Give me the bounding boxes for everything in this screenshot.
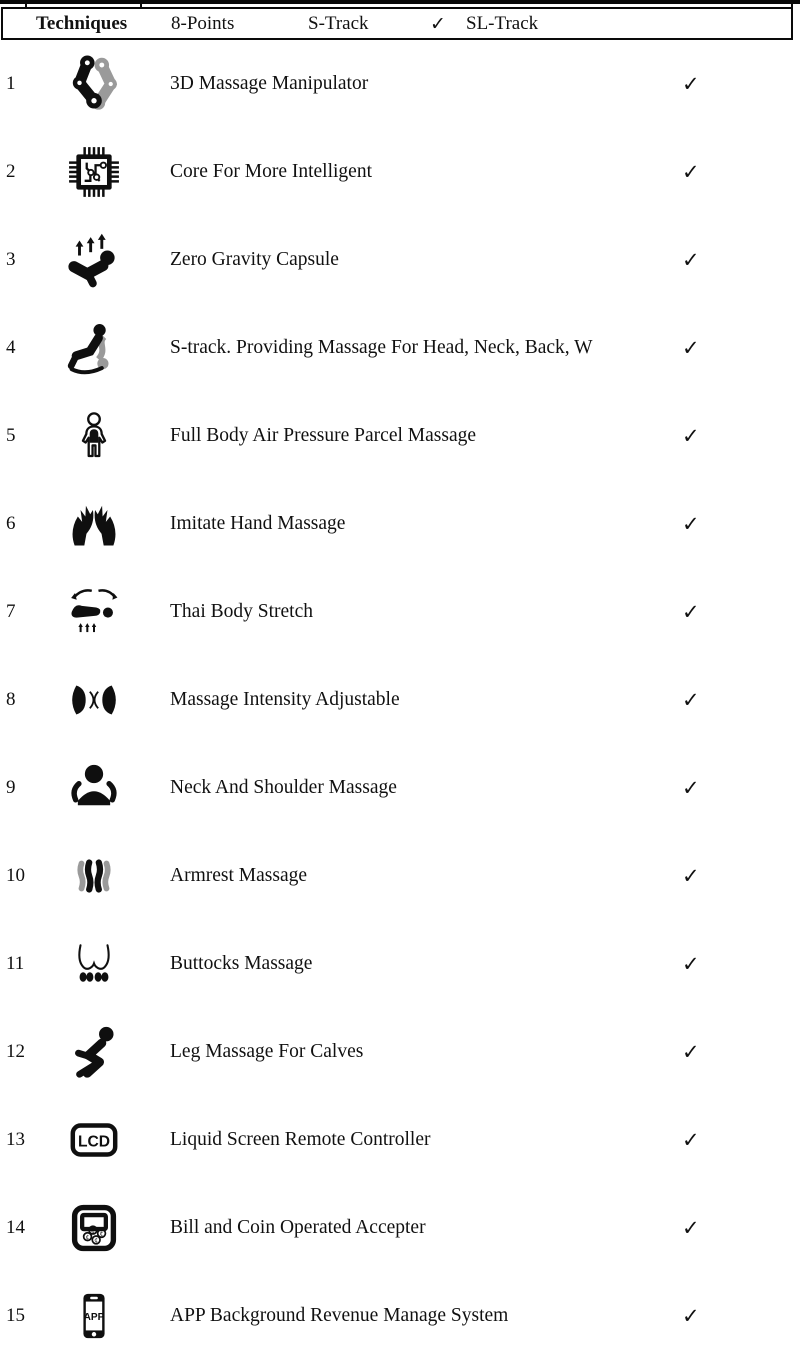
table-row — [0, 40, 800, 128]
lcd-icon-text: LCD — [77, 1133, 111, 1151]
feature-label: Buttocks Massage — [170, 953, 313, 974]
lcd-remote-icon — [62, 1107, 126, 1173]
row-number: 7 — [6, 601, 16, 622]
check-mark-icon: ✓ — [682, 160, 700, 184]
s-track-recliner-icon — [62, 315, 126, 381]
buttocks-rollers-icon — [62, 931, 126, 997]
leg-calves-icon — [62, 1019, 126, 1085]
check-mark-icon: ✓ — [682, 336, 700, 360]
feature-label: Full Body Air Pressure Parcel Massage — [170, 425, 477, 446]
zero-gravity-icon — [62, 227, 126, 293]
feature-label: Core For More Intelligent — [170, 161, 372, 182]
feature-label: Leg Massage For Calves — [170, 1041, 364, 1062]
svg-text:¢: ¢ — [99, 1231, 104, 1238]
row-number: 6 — [6, 513, 16, 534]
header-col-sltrack: SL-Track — [466, 12, 539, 34]
check-mark-icon: ✓ — [682, 1040, 700, 1064]
table-row — [0, 480, 800, 568]
massage-manipulator-icon — [62, 51, 126, 117]
body-stretch-icon — [62, 579, 126, 645]
hands-icon — [62, 491, 126, 557]
app-phone-icon — [62, 1283, 126, 1349]
svg-text:¢: ¢ — [94, 1238, 99, 1244]
table-row — [0, 216, 800, 304]
table-header — [1, 7, 793, 40]
table-row — [0, 920, 800, 1008]
header-check-mark-icon: ✓ — [430, 12, 446, 35]
feature-label: Armrest Massage — [170, 865, 308, 886]
row-number: 9 — [6, 777, 16, 798]
header-col-8points: 8-Points — [171, 12, 235, 34]
feature-label: Bill and Coin Operated Accepter — [170, 1217, 426, 1238]
table-row — [0, 1008, 800, 1096]
check-mark-icon: ✓ — [682, 248, 700, 272]
check-mark-icon: ✓ — [682, 512, 700, 536]
table-row — [0, 1272, 800, 1358]
table-row — [0, 128, 800, 216]
row-number: 14 — [6, 1217, 25, 1238]
feature-label: 3D Massage Manipulator — [170, 73, 369, 94]
row-number: 8 — [6, 689, 16, 710]
intensity-rollers-icon — [62, 667, 126, 733]
cpu-chip-icon — [62, 139, 126, 205]
row-number: 12 — [6, 1041, 25, 1062]
armrest-pads-icon — [62, 843, 126, 909]
check-mark-icon: ✓ — [682, 72, 700, 96]
table-row — [0, 1184, 800, 1272]
table-row — [0, 744, 800, 832]
feature-label: Massage Intensity Adjustable — [170, 689, 400, 710]
table-top-rule — [0, 0, 800, 4]
table-row — [0, 1096, 800, 1184]
row-number: 10 — [6, 865, 25, 886]
feature-label: Liquid Screen Remote Controller — [170, 1129, 431, 1150]
row-number: 15 — [6, 1305, 25, 1326]
check-mark-icon: ✓ — [682, 600, 700, 624]
check-mark-icon: ✓ — [682, 688, 700, 712]
check-mark-icon: ✓ — [682, 1128, 700, 1152]
svg-text:¢: ¢ — [91, 1228, 95, 1235]
header-col-techniques: Techniques — [36, 12, 128, 34]
row-number: 4 — [6, 337, 16, 358]
feature-label: Neck And Shoulder Massage — [170, 777, 397, 798]
check-mark-icon: ✓ — [682, 424, 700, 448]
full-body-icon — [62, 403, 126, 469]
feature-label: APP Background Revenue Manage System — [170, 1305, 509, 1326]
row-number: 2 — [6, 161, 16, 182]
row-number: 5 — [6, 425, 16, 446]
table-row — [0, 392, 800, 480]
check-mark-icon: ✓ — [682, 952, 700, 976]
row-number: 3 — [6, 249, 16, 270]
table-row — [0, 832, 800, 920]
check-mark-icon: ✓ — [682, 776, 700, 800]
row-number: 13 — [6, 1129, 25, 1150]
feature-label: Thai Body Stretch — [170, 601, 313, 622]
header-col-strack: S-Track — [308, 12, 369, 34]
table-row — [0, 304, 800, 392]
feature-label: Imitate Hand Massage — [170, 513, 346, 534]
check-mark-icon: ✓ — [682, 864, 700, 888]
neck-shoulder-icon — [62, 755, 126, 821]
app-icon-text: APP — [83, 1311, 105, 1323]
check-mark-icon: ✓ — [682, 1304, 700, 1328]
feature-label: Zero Gravity Capsule — [170, 249, 339, 270]
check-mark-icon: ✓ — [682, 1216, 700, 1240]
svg-text:¢: ¢ — [85, 1234, 90, 1241]
table-row — [0, 656, 800, 744]
coin-acceptor-icon — [62, 1195, 126, 1261]
feature-table-body — [0, 40, 800, 1358]
feature-label: S-track. Providing Massage For Head, Neck, Back, W — [170, 337, 593, 358]
row-number: 1 — [6, 73, 16, 94]
table-row — [0, 568, 800, 656]
row-number: 11 — [6, 953, 25, 974]
